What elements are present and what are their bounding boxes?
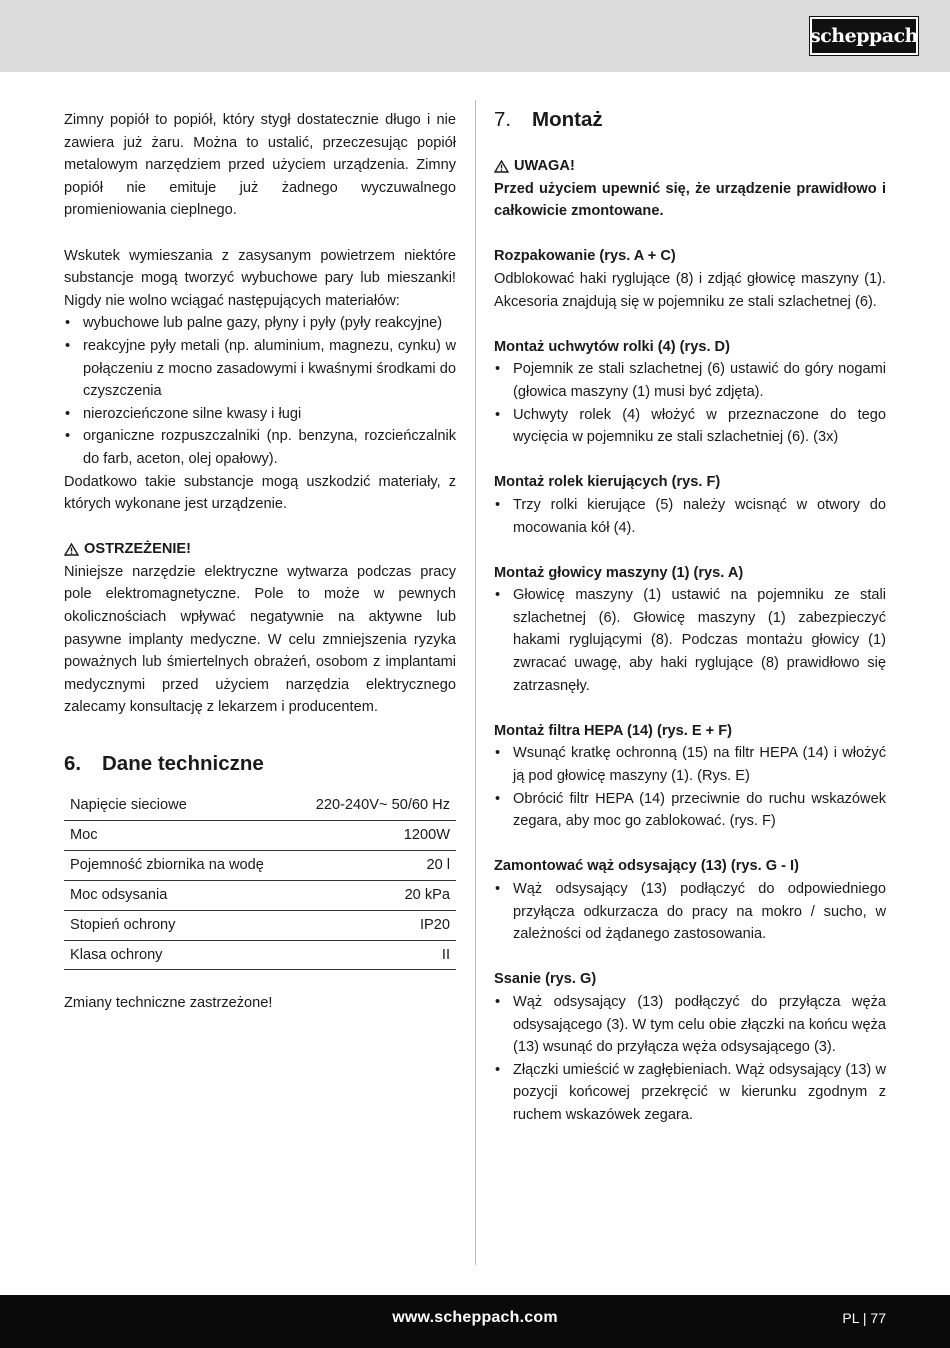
section-number: 6. xyxy=(64,752,82,776)
spec-label: Moc odsysania xyxy=(64,880,293,910)
section-title: Montaż xyxy=(532,108,603,131)
suction-list xyxy=(494,991,886,1127)
right-column xyxy=(494,109,886,1127)
hepa-list xyxy=(494,742,886,832)
list-item: • wybuchowe lub palne gazy, płyny i pyły (pyły reakcyjne) xyxy=(64,312,456,335)
list-item: • Wąż odsysający (13) podłączyć do przyłącza węża odsysającego (3). W tym celu obie złączki na końcu węża (13) wsunąć do przyłącza węża odsysającego (3). xyxy=(494,991,886,1059)
warning-title: OSTRZEŻENIE! xyxy=(84,541,192,558)
section-heading-assembly xyxy=(494,107,886,133)
casters-list xyxy=(494,494,886,539)
spec-label: Moc xyxy=(64,821,293,851)
roller-holder-list xyxy=(494,358,886,448)
paragraph-cold-ash: Zimny popiół to popiół, który stygł dostatecznie długo i nie zawiera już żaru. Można to ustalić, przeczesując popiół metalowym narzędziem przed użyciem urządzenia. Zimny popiół nie emituje już żadnego wyczuwalnego promieniowania cieplnego. xyxy=(64,112,456,219)
table-row xyxy=(64,880,456,910)
paragraph-electromagnetic: Niniejsze narzędzie elektryczne wytwarza podczas pracy pole elektromagnetyczne. Pole to może w pewnych okolicznościach wpływać negatywnie na aktywne lub pasywne implanty medyczne. W celu zmniejszenia ryzyka poważnych lub śmiertelnych obrażeń, osobom z implantami medycznymi przed użyciem narzędzia elektrycznego zalecamy konsultację z lekarzem i producentem. xyxy=(64,563,456,716)
spec-label: Napięcie sieciowe xyxy=(64,791,293,821)
suction-heading: Ssanie (rys. G) xyxy=(494,971,597,988)
spec-label: Stopień ochrony xyxy=(64,910,293,940)
machine-head-list xyxy=(494,584,886,697)
spec-label: Klasa ochrony xyxy=(64,940,293,970)
attention-text: Przed użyciem upewnić się, że urządzenie prawidłowo i całkowicie zmontowane. xyxy=(494,180,886,220)
hepa-heading: Montaż filtra HEPA (14) (rys. E + F) xyxy=(494,722,732,739)
list-item: • Obrócić filtr HEPA (14) przeciwnie do ruchu wskazówek zegara, aby moc go zablokować. (rys. F) xyxy=(494,788,886,833)
table-row xyxy=(64,910,456,940)
list-item: • Złączki umieścić w zagłębieniach. Wąż odsysający (13) w pozycji końcowej przekręcić w kierunku zgodnym z ruchem wskazówek zegara. xyxy=(494,1059,886,1127)
warning-triangle-icon xyxy=(494,160,509,173)
website-url: www.scheppach.com xyxy=(392,1309,558,1326)
list-item: • Uchwyty rolek (4) włożyć w przeznaczone do tego wycięcia w pojemniku ze stali szlachetniej (6). (3x) xyxy=(494,404,886,449)
table-row xyxy=(64,851,456,881)
warning-heading xyxy=(64,538,456,561)
warning-triangle-icon xyxy=(64,543,79,556)
hose-heading: Zamontować wąż odsysający (13) (rys. G - I) xyxy=(494,858,799,875)
list-item: • reakcyjne pyły metali (np. aluminium, magnezu, cynku) w połączeniu z mocno zasadowymi i kwaśnymi środkami do czyszczenia xyxy=(64,335,456,403)
spec-value: II xyxy=(293,940,456,970)
header-band xyxy=(0,0,950,72)
column-divider xyxy=(475,100,476,1265)
spec-value: IP20 xyxy=(293,910,456,940)
hose-list xyxy=(494,878,886,946)
paragraph-explosive-substances: Wskutek wymieszania z zasysanym powietrzem niektóre substancje mogą tworzyć wybuchowe pary lub mieszanki! Nigdy nie wolno wciągać następujących materiałów: xyxy=(64,247,456,309)
footer-bar xyxy=(0,1295,950,1348)
list-item: • Pojemnik ze stali szlachetnej (6) ustawić do góry nogami (głowica maszyny (1) musi być zdjęta). xyxy=(494,358,886,403)
unpacking-text: Odblokować haki ryglujące (8) i zdjąć głowicę maszyny (1). Akcesoria znajdują się w pojemniku ze stali szlachetnej (6). xyxy=(494,270,886,310)
table-row xyxy=(64,940,456,970)
paragraph-material-damage: Dodatkowo takie substancje mogą uszkodzić materiały, z których wykonane jest urządzenie. xyxy=(64,473,456,513)
section-title: Dane techniczne xyxy=(102,752,264,776)
section-number: 7. xyxy=(494,108,512,131)
roller-holder-heading: Montaż uchwytów rolki (4) (rys. D) xyxy=(494,338,730,355)
list-item: • Trzy rolki kierujące (5) należy wcisnąć w otwory do mocowania kół (4). xyxy=(494,494,886,539)
spec-value: 20 l xyxy=(293,851,456,881)
list-item: • Głowicę maszyny (1) ustawić na pojemniku ze stali szlachetnej (6). Głowicę maszyny (1) zabezpieczyć hakami ryglującymi (8). Podczas montażu głowicy (1) zwracać uwagę, aby haki ryglujące (8) prawidłowo się zatrzasnęły. xyxy=(494,584,886,697)
technical-data-table xyxy=(64,791,456,970)
left-column xyxy=(64,109,456,1015)
list-item: • organiczne rozpuszczalniki (np. benzyna, rozcieńczalnik do farb, aceton, olej opałowy). xyxy=(64,425,456,470)
brand-logo xyxy=(810,17,918,55)
spec-value: 20 kPa xyxy=(293,880,456,910)
hazard-list xyxy=(64,312,456,470)
spec-value: 220-240V~ 50/60 Hz xyxy=(293,791,456,821)
technical-changes-note: Zmiany techniczne zastrzeżone! xyxy=(64,995,273,1012)
page-number: PL | 77 xyxy=(842,1310,886,1326)
unpacking-heading: Rozpakowanie (rys. A + C) xyxy=(494,248,676,265)
casters-heading: Montaż rolek kierujących (rys. F) xyxy=(494,474,721,491)
list-item: • nierozcieńczone silne kwasy i ługi xyxy=(64,403,456,426)
attention-title: UWAGA! xyxy=(514,158,575,174)
table-row xyxy=(64,821,456,851)
machine-head-heading: Montaż głowicy maszyny (1) (rys. A) xyxy=(494,564,744,581)
table-row xyxy=(64,791,456,821)
spec-value: 1200W xyxy=(293,821,456,851)
attention-heading xyxy=(494,155,886,178)
spec-label: Pojemność zbiornika na wodę xyxy=(64,851,293,881)
section-heading-technical-data xyxy=(64,751,456,777)
logo-text: scheppach xyxy=(810,25,918,47)
list-item: • Wąż odsysający (13) podłączyć do odpowiedniego przyłącza odkurzacza do pracy na mokro / sucho, w zależności od żądanego zastosowania. xyxy=(494,878,886,946)
list-item: • Wsunąć kratkę ochronną (15) na filtr HEPA (14) i włożyć ją pod głowicę maszyny (1). (Rys. E) xyxy=(494,742,886,787)
